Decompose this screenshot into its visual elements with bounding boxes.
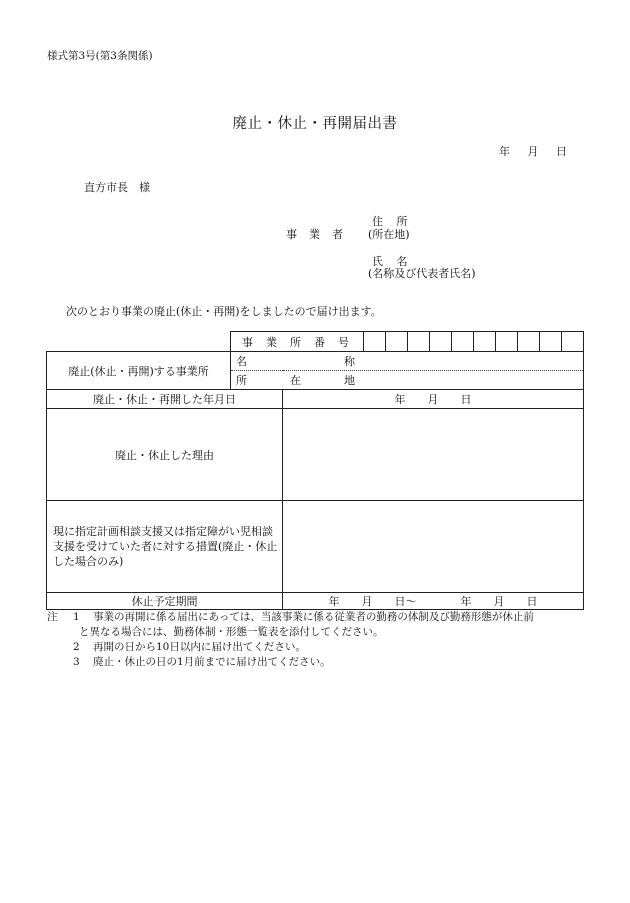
note-number: 1 xyxy=(73,611,80,623)
note-item xyxy=(47,655,534,670)
main-form-table xyxy=(46,351,584,610)
representative-name-label: (名称及び代表者氏名) xyxy=(368,267,476,280)
office-address-label: 所 在 地 xyxy=(231,371,584,390)
suspension-period-value[interactable]: 年 月 日〜 年 月 日 xyxy=(283,593,584,610)
note-item xyxy=(47,610,534,625)
business-number-label: 事業所番号 xyxy=(231,332,364,352)
business-number-digit-10[interactable] xyxy=(562,332,584,352)
office-group-label: 廃止(休止・再開)する事業所 xyxy=(47,352,231,390)
note-text: 事業の再開に係る届出にあっては、当該事業に係る従業者の勤務の体制及び勤務形態が休止前 xyxy=(93,611,534,623)
notes-section xyxy=(47,610,534,670)
submission-date: 年 月 日 xyxy=(499,145,567,158)
address-label: 住 所 xyxy=(372,215,408,228)
business-number-digit-1[interactable] xyxy=(364,332,386,352)
business-number-table xyxy=(230,331,584,352)
change-date-label: 廃止・休止・再開した年月日 xyxy=(47,390,283,409)
note-text: 再開の日から10日以内に届け出てください。 xyxy=(93,641,306,653)
business-number-digit-9[interactable] xyxy=(540,332,562,352)
reason-field[interactable] xyxy=(283,409,584,501)
addressee: 直方市長 様 xyxy=(84,181,150,194)
business-number-digit-6[interactable] xyxy=(474,332,496,352)
note-number: 2 xyxy=(73,641,80,653)
business-number-digit-5[interactable] xyxy=(452,332,474,352)
location-label: (所在地) xyxy=(368,228,410,241)
note-item-continuation xyxy=(47,625,534,640)
change-date-value[interactable]: 年 月 日 xyxy=(283,390,584,409)
office-name-label: 名 称 xyxy=(231,352,584,371)
note-number: 3 xyxy=(73,656,80,668)
measures-field[interactable] xyxy=(283,501,584,593)
reason-label: 廃止・休止した理由 xyxy=(47,409,283,501)
business-operator-label: 事業者 xyxy=(286,228,355,241)
business-number-digit-2[interactable] xyxy=(386,332,408,352)
business-number-digit-3[interactable] xyxy=(408,332,430,352)
business-number-digit-8[interactable] xyxy=(518,332,540,352)
measures-label: 現に指定計画相談支援又は指定障がい児相談支援を受けていた者に対する措置(廃止・休止した場合のみ) xyxy=(47,501,283,593)
page-title: 廃止・休止・再開届出書 xyxy=(232,116,398,132)
suspension-period-label: 休止予定期間 xyxy=(47,593,283,610)
business-number-digit-4[interactable] xyxy=(430,332,452,352)
notes-prefix: 注 xyxy=(47,611,58,623)
form-number: 様式第3号(第3条関係) xyxy=(47,50,153,62)
note-text: と異なる場合には、勤務体制・形態一覧表を添付してください。 xyxy=(79,626,384,638)
note-text: 廃止・休止の日の1月前までに届け出てください。 xyxy=(93,656,331,668)
business-number-digit-7[interactable] xyxy=(496,332,518,352)
note-item xyxy=(47,640,534,655)
intro-text: 次のとおり事業の廃止(休止・再開)をしましたので届け出ます。 xyxy=(66,305,382,318)
name-label: 氏 名 xyxy=(372,255,408,268)
